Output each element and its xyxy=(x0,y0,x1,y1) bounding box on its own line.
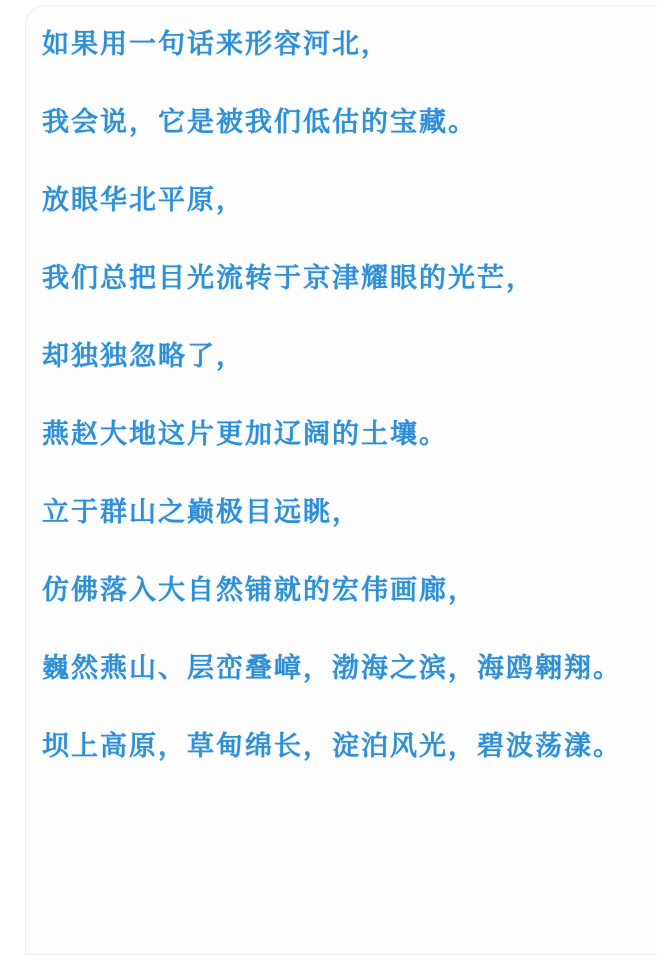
article-paragraph: 坝上高原，草甸绵长，淀泊风光，碧波荡漾。 xyxy=(42,731,622,761)
article-paragraph: 我们总把目光流转于京津耀眼的光芒， xyxy=(42,263,535,293)
article-paragraph: 我会说，它是被我们低估的宝藏。 xyxy=(42,107,477,137)
article-body xyxy=(26,6,657,847)
article-paragraph: 立于群山之巅极目远眺， xyxy=(42,497,361,527)
article-paragraph: 放眼华北平原， xyxy=(42,185,245,215)
article-paragraph: 燕赵大地这片更加辽阔的土壤。 xyxy=(42,419,448,449)
article-paragraph: 如果用一句话来形容河北， xyxy=(42,29,390,59)
article-paragraph: 巍然燕山、层峦叠嶂，渤海之滨，海鸥翱翔。 xyxy=(42,653,622,683)
article-paragraph: 仿佛落入大自然铺就的宏伟画廊， xyxy=(42,575,477,605)
article-card xyxy=(25,5,657,955)
article-paragraph: 却独独忽略了， xyxy=(42,341,245,371)
